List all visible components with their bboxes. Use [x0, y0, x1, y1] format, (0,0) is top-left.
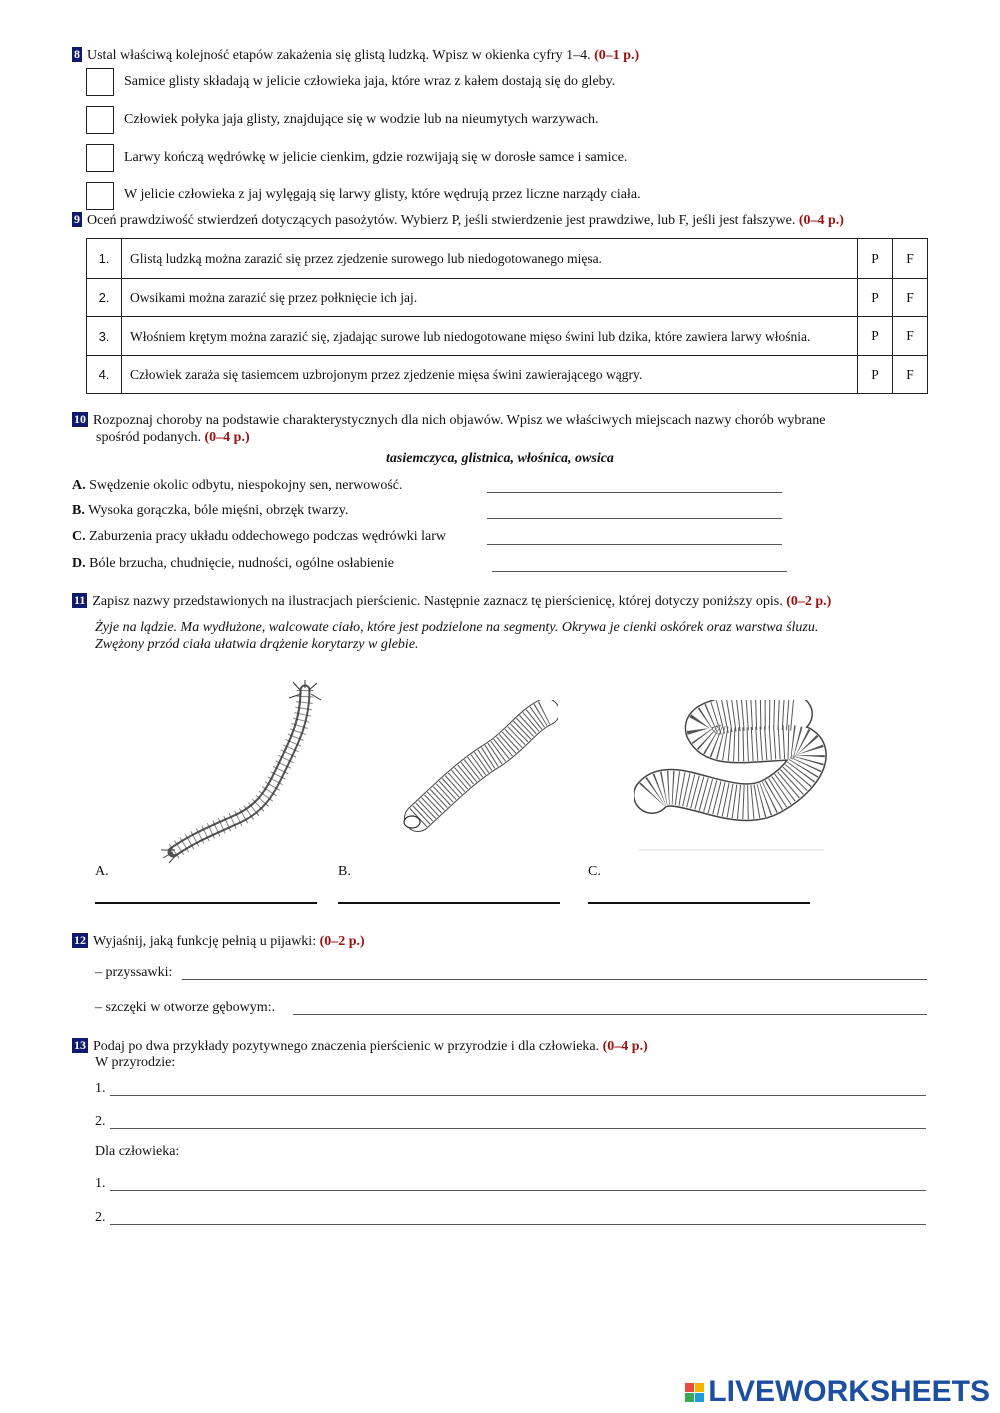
liveworksheets-logo — [685, 1375, 990, 1409]
logo-text: LIVEWORKSHEETS — [708, 1375, 990, 1408]
q13-human-answer-line-2[interactable] — [110, 1224, 926, 1225]
table-row — [87, 239, 928, 279]
q10-number: 10 — [74, 412, 86, 426]
q10-header-line2 — [96, 430, 250, 446]
q9-row-number: 4. — [87, 356, 122, 394]
q12-suckers-label: – przyssawki: — [95, 965, 173, 980]
q10-prompt-line2: spośród podanych. — [96, 430, 201, 445]
q13-header — [72, 1038, 648, 1055]
q10-answer-line-a[interactable] — [487, 492, 782, 493]
q10-header — [72, 412, 825, 429]
q11-description-line2: Zwężony przód ciała ułatwia drążenie korytarzy w glebie. — [95, 637, 419, 652]
q9-row-text: Owsikami można zarazić się przez połknięcie ich jaj. — [122, 279, 858, 317]
q9-true-option[interactable]: P — [858, 279, 893, 317]
q9-false-option[interactable]: F — [893, 317, 928, 356]
q13-human-number-2: 2. — [95, 1210, 106, 1225]
q9-row-number: 1. — [87, 239, 122, 279]
q9-false-option[interactable]: F — [893, 356, 928, 394]
q8-item-3: Larwy kończą wędrówkę w jelicie cienkim, gdzie rozwijają się w dorosłe samce i samice. — [124, 150, 628, 165]
q8-answer-box-3[interactable] — [86, 144, 114, 172]
q10-item-text: Bóle brzucha, chudnięcie, nudności, ogólne osłabienie — [89, 556, 394, 571]
q12-number: 12 — [74, 933, 86, 947]
q10-item-letter: A. — [72, 478, 86, 493]
q13-nature-number-2: 2. — [95, 1114, 106, 1129]
q10-options: tasiemczyca, glistnica, włośnica, owsica — [386, 451, 614, 466]
q13-points: (0–4 p.) — [602, 1039, 648, 1054]
annelid-c-earthworm-illustration[interactable] — [634, 700, 829, 855]
q10-item-text: Swędzenie okolic odbytu, niespokojny sen, nerwowość. — [89, 478, 403, 493]
q9-row-text: Glistą ludzką można zarazić się przez zjedzenie surowego lub niedogotowanego mięsa. — [122, 239, 858, 279]
q9-table — [86, 238, 928, 394]
q11-header — [72, 593, 831, 610]
q8-header — [72, 47, 639, 64]
q10-prompt-line1: Rozpoznaj choroby na podstawie charakterystycznych dla nich objawów. Wpisz we właściwych miejscach nazwy chorób wybrane — [93, 413, 826, 428]
q8-answer-box-4[interactable] — [86, 182, 114, 210]
q8-item-1: Samice glisty składają w jelicie człowieka jaja, które wraz z kałem dostają się do gleby. — [124, 74, 616, 89]
q8-answer-box-2[interactable] — [86, 106, 114, 134]
q8-item-2: Człowiek połyka jaja glisty, znajdujące się w wodzie lub na nieumytych warzywach. — [124, 112, 599, 127]
q13-number: 13 — [74, 1038, 86, 1052]
table-row — [87, 279, 928, 317]
logo-icon — [685, 1383, 704, 1402]
q9-row-number: 2. — [87, 279, 122, 317]
q13-human-answer-line-1[interactable] — [110, 1190, 926, 1191]
q13-nature-label: W przyrodzie: — [95, 1055, 176, 1070]
q8-number: 8 — [74, 47, 80, 61]
q11-description-line1: Żyje na lądzie. Ma wydłużone, walcowate ciało, które jest podzielone na segmenty. Okrywa je cienki oskórek oraz warstwa śluzu. — [95, 620, 819, 635]
annelid-a-nereis-illustration[interactable] — [155, 680, 335, 865]
q11-points: (0–2 p.) — [786, 594, 832, 609]
q13-human-number-1: 1. — [95, 1176, 106, 1191]
q9-true-option[interactable]: P — [858, 356, 893, 394]
q12-points: (0–2 p.) — [319, 934, 365, 949]
q10-answer-line-c[interactable] — [487, 544, 782, 545]
q10-item-letter: D. — [72, 556, 86, 571]
q9-number: 9 — [74, 212, 80, 226]
q13-human-label: Dla człowieka: — [95, 1144, 180, 1159]
q12-jaws-label: – szczęki w otworze gębowym:. — [95, 1000, 275, 1015]
q10-answer-line-b[interactable] — [487, 518, 782, 519]
q8-points: (0–1 p.) — [594, 48, 640, 63]
q11-label-b: B. — [338, 864, 351, 879]
q12-jaws-answer-line[interactable] — [293, 1014, 927, 1015]
q10-item-letter: B. — [72, 503, 85, 518]
q9-row-text: Włośniem krętym można zarazić się, zjadając surowe lub niedogotowane mięso świni lub dzika, które zawiera larwy włośnia. — [122, 317, 858, 356]
q11-prompt: Zapisz nazwy przedstawionych na ilustracjach pierścienic. Następnie zaznacz tę pierścienicę, której dotyczy poniższy opis. — [92, 594, 783, 609]
q10-item-a — [72, 478, 403, 494]
q11-answer-line-a[interactable] — [95, 902, 317, 904]
q12-header — [72, 933, 365, 950]
q10-item-text: Zaburzenia pracy układu oddechowego podczas wędrówki larw — [89, 529, 446, 544]
q9-row-number: 3. — [87, 317, 122, 356]
annelid-b-leech-illustration[interactable] — [398, 700, 558, 835]
q10-points: (0–4 p.) — [204, 430, 250, 445]
table-row — [87, 317, 928, 356]
q11-label-c: C. — [588, 864, 601, 879]
q9-header — [72, 212, 844, 229]
q10-item-c — [72, 529, 446, 545]
q11-answer-line-b[interactable] — [338, 902, 560, 904]
q8-prompt: Ustal właściwą kolejność etapów zakażenia się glistą ludzką. Wpisz w okienka cyfry 1–4. — [87, 48, 591, 63]
q13-nature-answer-line-1[interactable] — [110, 1095, 926, 1096]
q9-true-option[interactable]: P — [858, 317, 893, 356]
q11-number: 11 — [74, 593, 86, 607]
q9-false-option[interactable]: F — [893, 279, 928, 317]
q10-item-d — [72, 556, 394, 572]
q12-suckers-answer-line[interactable] — [182, 979, 927, 980]
q9-true-option[interactable]: P — [858, 239, 893, 279]
q13-nature-answer-line-2[interactable] — [110, 1128, 926, 1129]
q11-answer-line-c[interactable] — [588, 902, 810, 904]
q10-item-letter: C. — [72, 529, 86, 544]
q12-prompt: Wyjaśnij, jaką funkcję pełnią u pijawki: — [93, 934, 317, 949]
table-row — [87, 356, 928, 394]
q8-item-4: W jelicie człowieka z jaj wylęgają się larwy glisty, które wędrują przez liczne narządy ciała. — [124, 187, 641, 202]
q11-label-a: A. — [95, 864, 109, 879]
q9-prompt: Oceń prawdziwość stwierdzeń dotyczących pasożytów. Wybierz P, jeśli stwierdzenie jest prawdziwe, lub F, jeśli jest fałszywe. — [87, 213, 796, 228]
q10-item-text: Wysoka gorączka, bóle mięśni, obrzęk twarzy. — [88, 503, 349, 518]
q13-nature-number-1: 1. — [95, 1081, 106, 1096]
q9-row-text: Człowiek zaraża się tasiemcem uzbrojonym przez zjedzenie mięsa świni zawierającego wągry. — [122, 356, 858, 394]
q8-answer-box-1[interactable] — [86, 68, 114, 96]
q9-points: (0–4 p.) — [798, 213, 844, 228]
q9-false-option[interactable]: F — [893, 239, 928, 279]
q13-prompt: Podaj po dwa przykłady pozytywnego znaczenia pierścienic w przyrodzie i dla człowieka. — [93, 1039, 600, 1054]
q10-item-b — [72, 503, 348, 519]
q10-answer-line-d[interactable] — [492, 571, 787, 572]
